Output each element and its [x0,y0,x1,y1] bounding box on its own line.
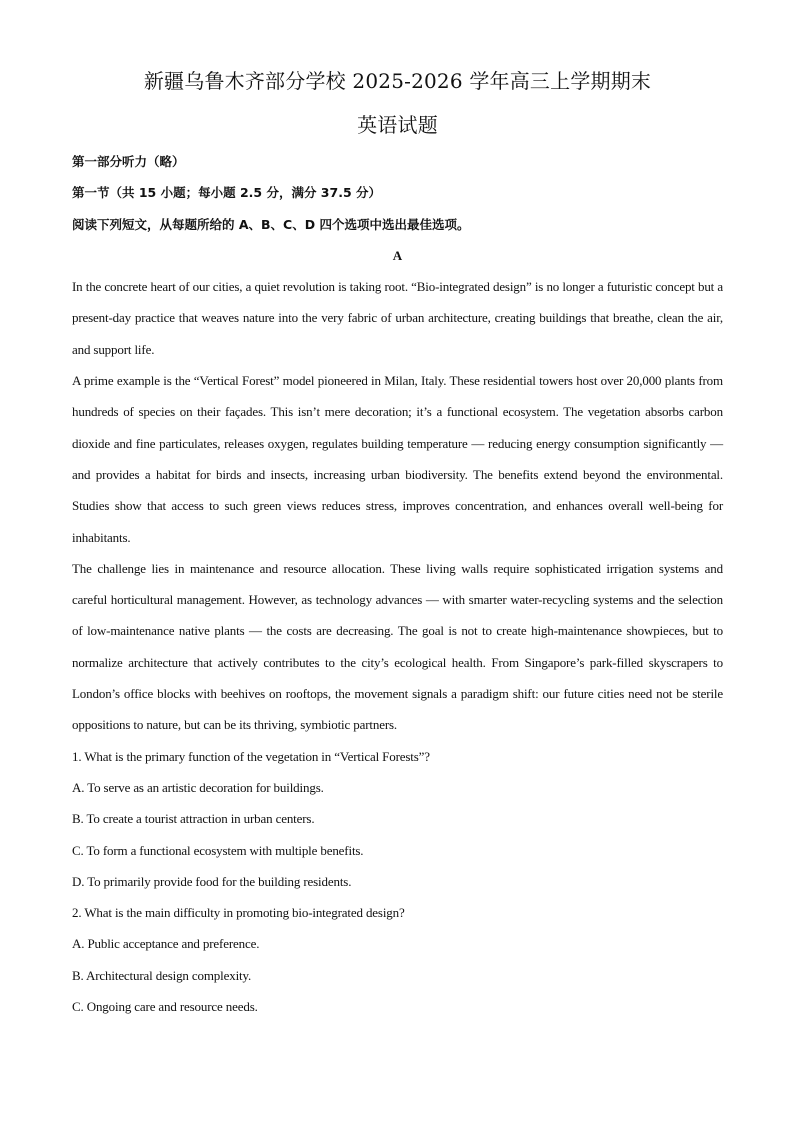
question-stem: 2. What is the main difficulty in promoting bio-integrated design? [72,905,405,921]
part-heading: 第一部分听力（略） [72,154,185,169]
answer-option: C. Ongoing care and resource needs. [72,999,258,1015]
answer-option: A. Public acceptance and preference. [72,936,260,952]
passage-paragraph: The challenge lies in maintenance and resource allocation. These living walls require sophisticated irrigation systems and careful horticultural management. However, as technology advances — with smarter water-recycling systems and the selection of low-maintenance native plants — the costs are decreasing. The goal is not to create high-maintenance showpieces, but to normalize architecture that actively contributes to the city’s ecological health. From Singapore’s park-filled skyscrapers to London’s office blocks with beehives on rooftops, the movement signals a paradigm shift: our future cities need not be sterile oppositions to nature, but can be its thriving, symbiotic partners. [72,560,723,733]
exam-title: 新疆乌鲁木齐部分学校 2025-2026 学年高三上学期期末 [143,69,652,93]
answer-option: D. To primarily provide food for the building residents. [72,873,352,889]
exam-subtitle: 英语试题 [357,113,438,137]
answer-option: B. To create a tourist attraction in urban centers. [72,811,315,827]
passage-paragraph: A prime example is the “Vertical Forest” model pioneered in Milan, Italy. These residential towers host over 20,000 plants from hundreds of species on their façades. This isn’t mere decoration; it’s a functional ecosystem. The vegetation absorbs carbon dioxide and fine particulates, releases oxygen, regulates building temperature — reducing energy consumption significantly — and provides a habitat for birds and insects, increasing urban biodiversity. The benefits extend beyond the environmental. Studies show that access to such green views reduces stress, improves concentration, and enhances overall well-being for inhabitants. [72,373,723,545]
answer-option: B. Architectural design complexity. [72,967,252,983]
answer-option: A. To serve as an artistic decoration for buildings. [72,779,324,795]
exam-page [72,66,723,1022]
instruction-text: 阅读下列短文，从每题所给的 A、B、C、D 四个选项中选出最佳选项。 [72,216,470,232]
answer-option: C. To form a functional ecosystem with multiple benefits. [72,842,364,858]
question-stem: 1. What is the primary function of the vegetation in “Vertical Forests”? [72,748,430,764]
section-heading: 第一节（共 15 小题；每小题 2.5 分，满分 37.5 分） [72,185,381,201]
passage-paragraph: In the concrete heart of our cities, a quiet revolution is taking root. “Bio-integrated design” is no longer a futuristic concept but a present-day practice that weaves nature into the very fabric of urban architecture, creating buildings that breathe, clean the air, and support life. [72,279,723,357]
passage-label: A [392,247,403,263]
